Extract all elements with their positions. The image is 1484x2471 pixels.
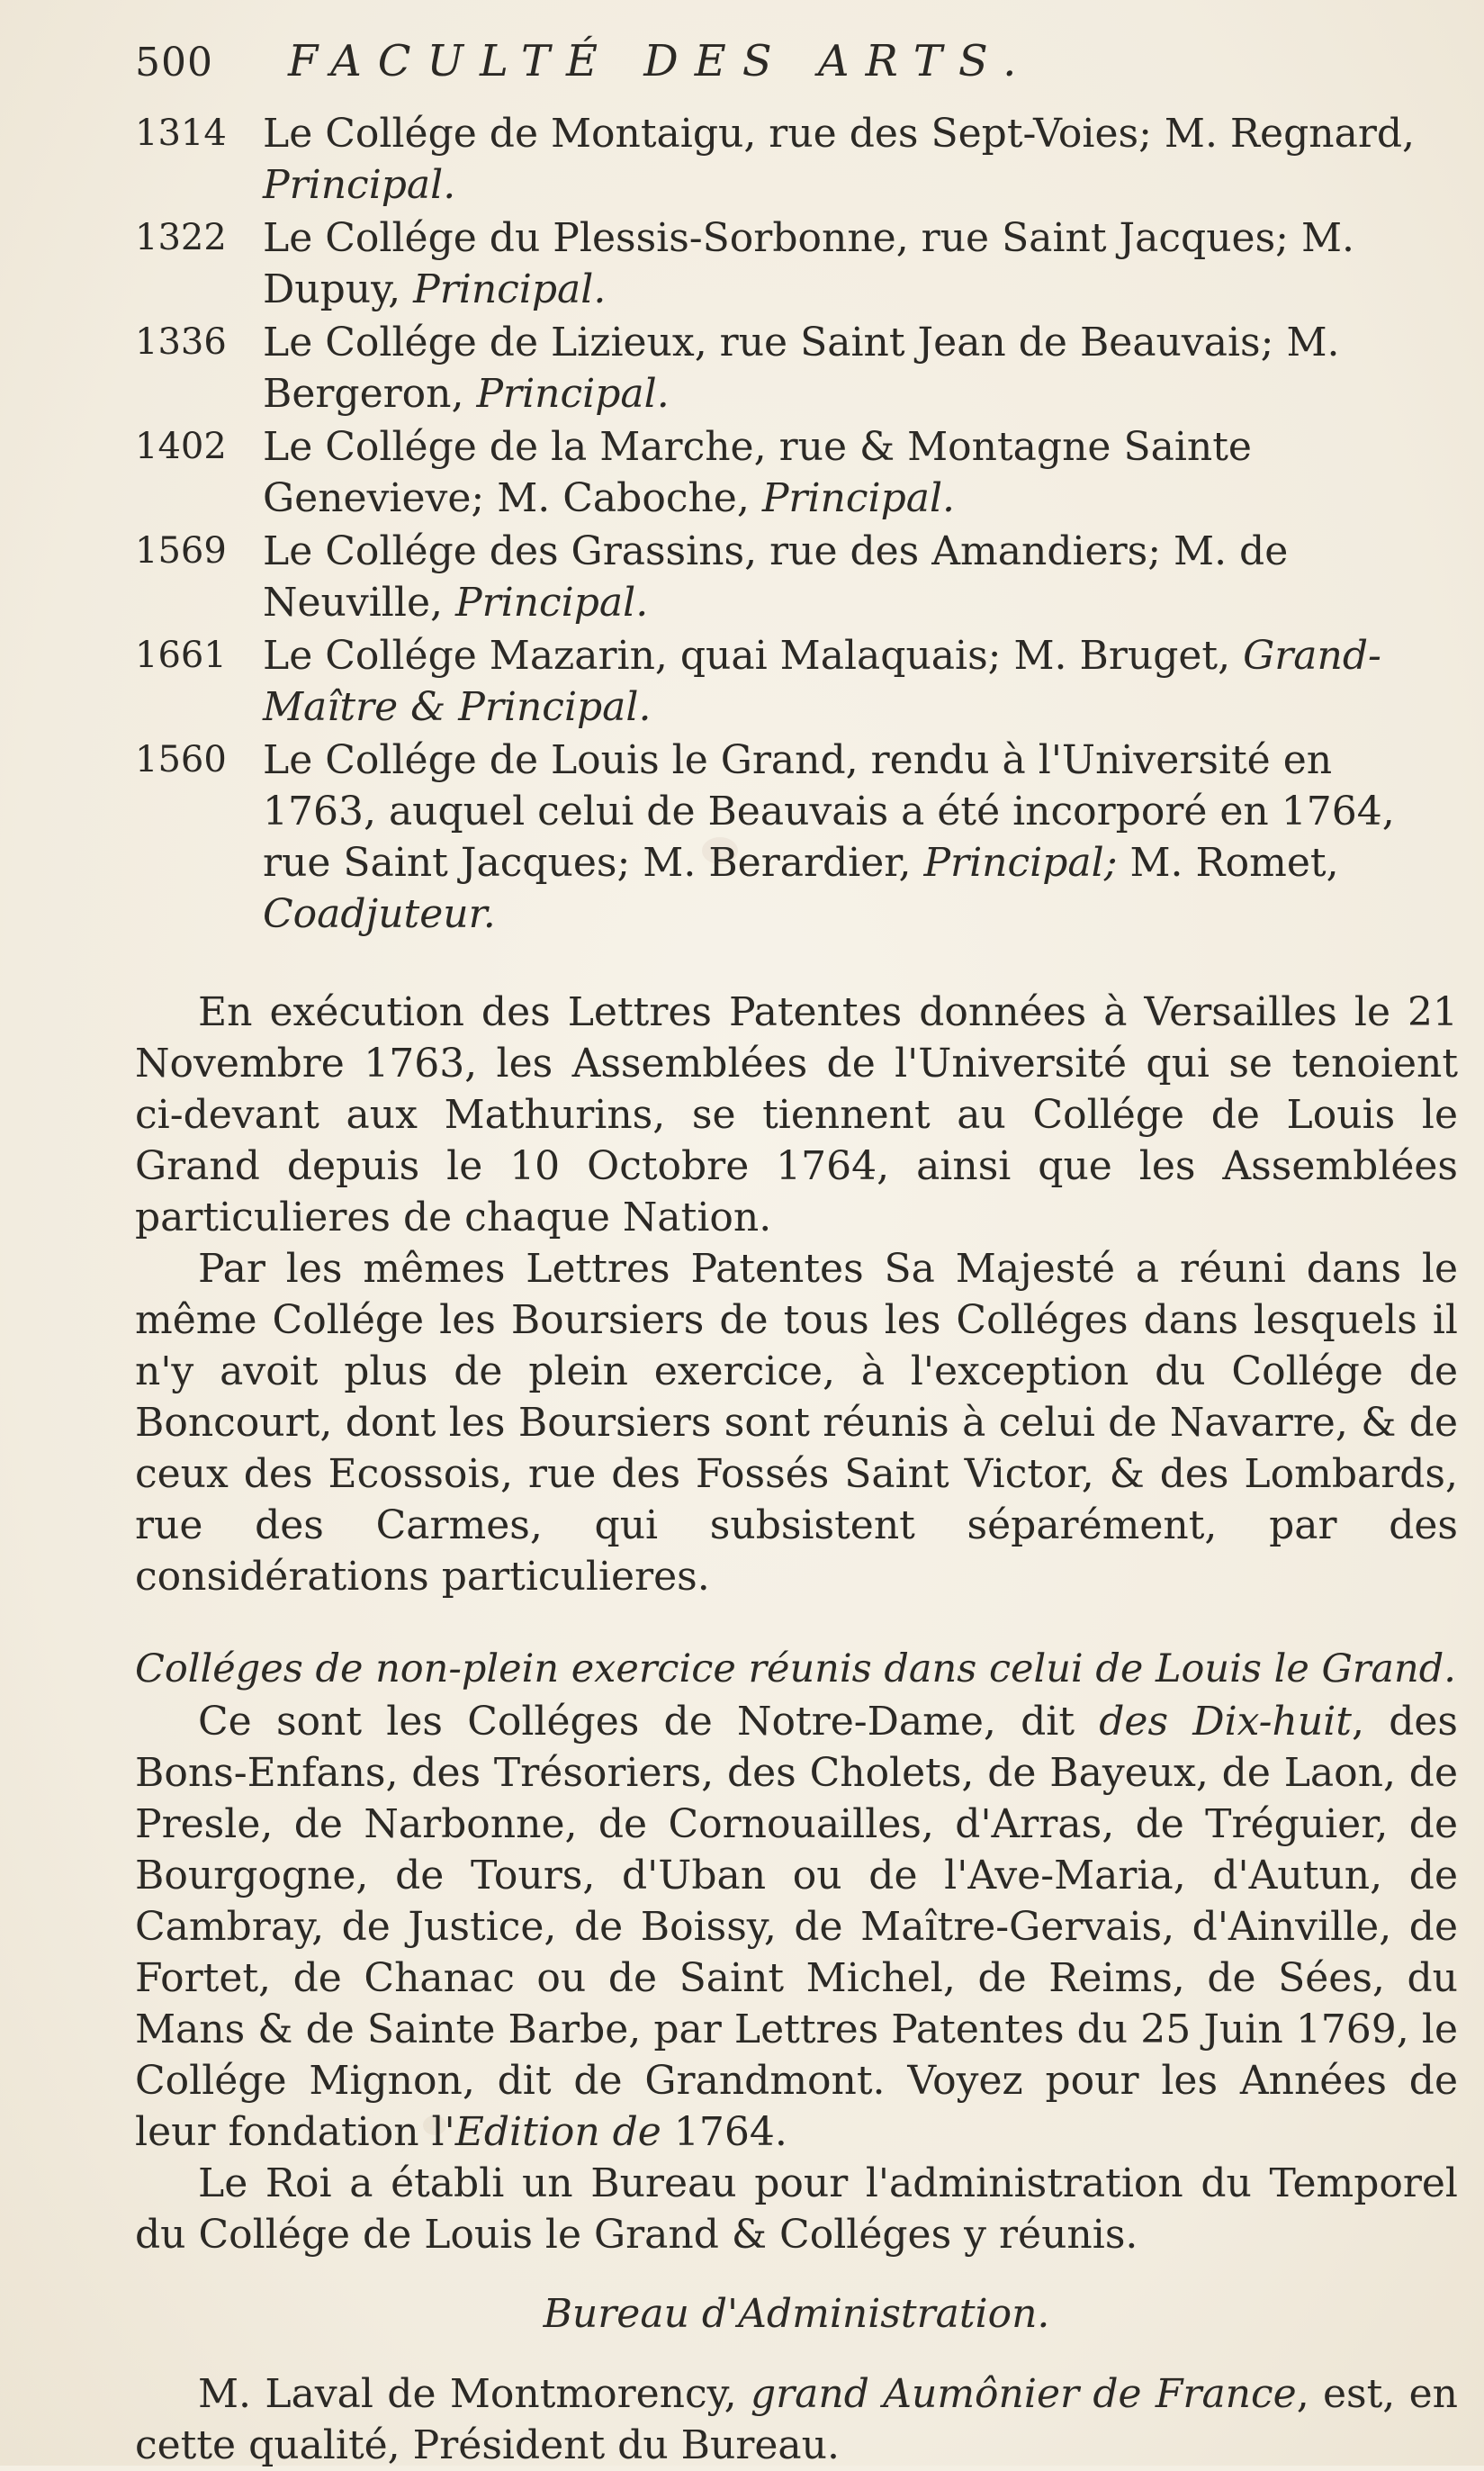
founding-year: 1569 — [135, 530, 227, 572]
founding-year: 1314 — [135, 113, 227, 154]
founding-year: 1402 — [135, 426, 227, 467]
college-role-2: Coadjuteur. — [263, 891, 496, 937]
founding-year: 1322 — [135, 217, 227, 258]
paragraph-president — [135, 2368, 1458, 2471]
text-run-italic: des Dix-huit — [1099, 1699, 1352, 1745]
founding-year: 1560 — [135, 739, 227, 780]
college-text-2: M. Romet, — [1129, 840, 1339, 886]
running-title: FACULTÉ DES ARTS. — [288, 36, 1033, 86]
paragraph-bureau: Le Roi a établi un Bureau pour l'administration du Temporel du Collége de Louis le Grand & Colléges y réunis. — [135, 2160, 1458, 2258]
paragraph-college-list — [135, 1696, 1458, 2158]
college-role: Principal. — [454, 580, 649, 626]
sub-heading: Bureau d'Administration. — [543, 2291, 1050, 2337]
text-run: 1764. — [661, 2109, 787, 2155]
text-run-italic: Edition de — [454, 2109, 661, 2155]
text-run: , est, en cette qualité, Président du Bureau. — [135, 2371, 1458, 2468]
paragraph-assemblies: En exécution des Lettres Patentes données à Versailles le 21 Novembre 1763, les Assemblées de l'Université qui se tenoient ci-devant aux Mathurins, se tiennent au Collége de Louis le Grand depuis le 10 Octobre 1764, ainsi que les Assemblées particulieres de chaque Nation. — [135, 989, 1458, 1240]
college-role: Principal. — [263, 162, 456, 208]
college-text: Le Collége de Lizieux, rue Saint Jean de Beauvais; M. Bergeron, — [263, 320, 1340, 417]
college-entry — [135, 317, 1458, 419]
college-text: Le Collége de la Marche, rue & Montagne Sainte Genevieve; M. Caboche, — [263, 424, 1252, 521]
text-run-italic: grand Aumônier de France — [750, 2371, 1297, 2417]
founding-year: 1661 — [135, 635, 227, 676]
college-role: Principal; — [923, 840, 1130, 886]
college-list — [135, 108, 1458, 940]
page-content — [135, 36, 1458, 2471]
college-text: Le Collége du Plessis-Sorbonne, rue Saint Jacques; M. Dupuy, — [263, 215, 1355, 312]
text-run: M. Laval de Montmorency, — [198, 2371, 751, 2417]
text-run: , des Bons-Enfans, des Trésoriers, des Cholets, de Bayeux, de Laon, de Presle, de Narbonne, de Cornouailles, d'Arras, de Tréguier, de Bourgogne, de Tours, d'Uban ou de l'Ave-Maria, d'Autun, de Cambray, de Justice, de Boissy, de Maître-Gervais, d'Ainville, de Fortet, de Chanac ou de Saint Michel, de Reims, de Sées, du Mans & de Sainte Barbe, par Lettres Patentes du 25 Juin 1769, le Collége Mignon, dit de Grandmont. Voyez pour les Années de leur fondation l' — [135, 1699, 1458, 2155]
college-entry — [135, 212, 1458, 315]
college-entry — [135, 630, 1458, 733]
college-entry — [135, 526, 1458, 628]
college-entry — [135, 421, 1458, 524]
college-entry — [135, 108, 1458, 211]
founding-year: 1336 — [135, 321, 227, 363]
college-role: Principal. — [476, 371, 670, 417]
college-role: Grand-Maître & Principal. — [263, 633, 1381, 730]
page-number: 500 — [135, 40, 213, 86]
paragraph-boursiers: Par les mêmes Lettres Patentes Sa Majesté a réuni dans le même Collége les Boursiers de tous les Colléges dans lesquels il n'y avoit plus de plein exercice, à l'exception du Collége de Boncourt, dont les Boursiers sont réunis à celui de Navarre, & de ceux des Ecossois, rue des Fossés Saint Victor, & des Lombards, rue des Carmes, qui subsistent séparément, par des considérations particulieres. — [135, 1246, 1458, 1600]
college-role: Principal. — [761, 475, 956, 521]
college-text: Le Collége Mazarin, quai Malaquais; M. Bruget, — [263, 633, 1244, 679]
section-heading: Colléges de non-plein exercice réunis dans celui de Louis le Grand. — [135, 1646, 1456, 1691]
college-text: Le Collége de Louis le Grand, rendu à l'Université en 1763, auquel celui de Beauvais a été incorporé en 1764, rue Saint Jacques; M. Berardier, — [263, 737, 1395, 886]
college-role: Principal. — [413, 266, 607, 312]
page-header — [135, 36, 1458, 101]
text-run: Ce sont les Colléges de Notre-Dame, dit — [198, 1699, 1100, 1745]
college-text: Le Collége de Montaigu, rue des Sept-Voies; M. Regnard, — [263, 111, 1416, 157]
college-text: Le Collége des Grassins, rue des Amandiers; M. de Neuville, — [263, 528, 1289, 626]
college-entry — [135, 735, 1458, 940]
